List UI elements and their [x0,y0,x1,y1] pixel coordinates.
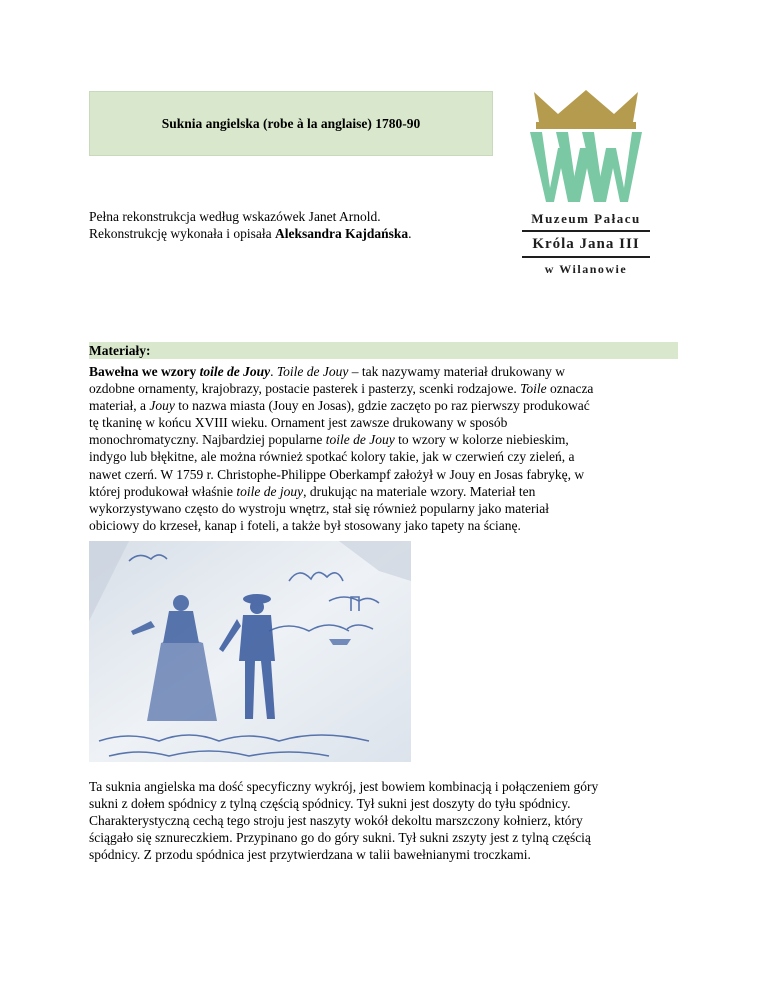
paragraph-line: ozdobne ornamenty, krajobrazy, postacie pasterek i pasterzy, scenki rodzajowe. Toile oznacza [89,381,594,397]
paragraph-line: Charakterystyczną cechą tego stroju jest naszyty wokół dekoltu marszczony kołnierz, który [89,813,583,829]
museum-logo [516,88,656,288]
crown-monogram-icon [516,88,656,208]
logo-line-3: w Wilanowie [544,262,628,276]
toile-de-jouy-fabric-photo [89,541,411,762]
materials-paragraph [89,363,679,534]
intro-line: Rekonstrukcję wykonała i opisała Aleksandra Kajdańska. [89,226,412,241]
materials-heading-bar [89,342,678,359]
paragraph-line: Ta suknia angielska ma dość specyficzny wykrój, jest bowiem kombinacją i połączeniem góry [89,779,599,794]
paragraph-line: spódnicy. Z przodu spódnica jest przytwierdzana w talii bawełnianymi troczkami. [89,847,531,863]
logo-divider [522,256,650,258]
intro-line: Pełna rekonstrukcja według wskazówek Janet Arnold. [89,209,381,224]
paragraph-line: ściągało się sznureczkiem. Przypinano go do góry sukni. Tył sukni zszyty jest z tylną częścią [89,830,591,846]
paragraph-line: monochromatyczny. Najbardziej popularne toile de Jouy to wzory w kolorze niebieskim, [89,432,569,448]
logo-line-1: Muzeum Pałacu [531,211,641,226]
description-paragraph [89,778,679,863]
intro-text [89,208,412,242]
paragraph-line: tę tkaninę w końcu XVIII wieku. Ornament jest zawsze drukowany w sposób [89,415,508,431]
paragraph-line: wykorzystywano często do wystroju wnętrz, stał się również popularny jako materiał [89,500,549,516]
paragraph-line: której produkował właśnie toile de jouy, drukując na materiale wzory. Materiał ten [89,483,536,499]
paragraph-line: Bawełna we wzory toile de Jouy. Toile de Jouy – tak nazywamy materiał drukowany w [89,364,566,379]
logo-line-2: Króla Jana III [532,236,640,252]
paragraph-line: sukni z dołem spódnicy z tylną częścią spódnicy. Tył sukni jest doszyty do tyłu spódnicy. [89,796,571,812]
materials-heading: Materiały: [89,343,151,358]
logo-divider [522,230,650,232]
title-banner [89,91,493,156]
paragraph-line: nawet czerń. W 1759 r. Christophe-Philippe Oberkampf założył w Jouy en Josas fabrykę, w [89,466,585,482]
paragraph-line: obiciowy do krzeseł, kanap i foteli, a także był stosowany jako tapety na ścianę. [89,517,521,533]
paragraph-line: indygo lub błękitne, ale można również spotkać kolory takie, jak w czerwień czy zieleń, a [89,449,575,465]
author-name: Aleksandra Kajdańska [274,226,409,241]
document-title: Suknia angielska (robe à la anglaise) 1780-90 [161,115,421,131]
paragraph-line: materiał, a Jouy to nazwa miasta (Jouy en Josas), gdzie zaczęto po raz pierwszy produkować [89,398,590,414]
